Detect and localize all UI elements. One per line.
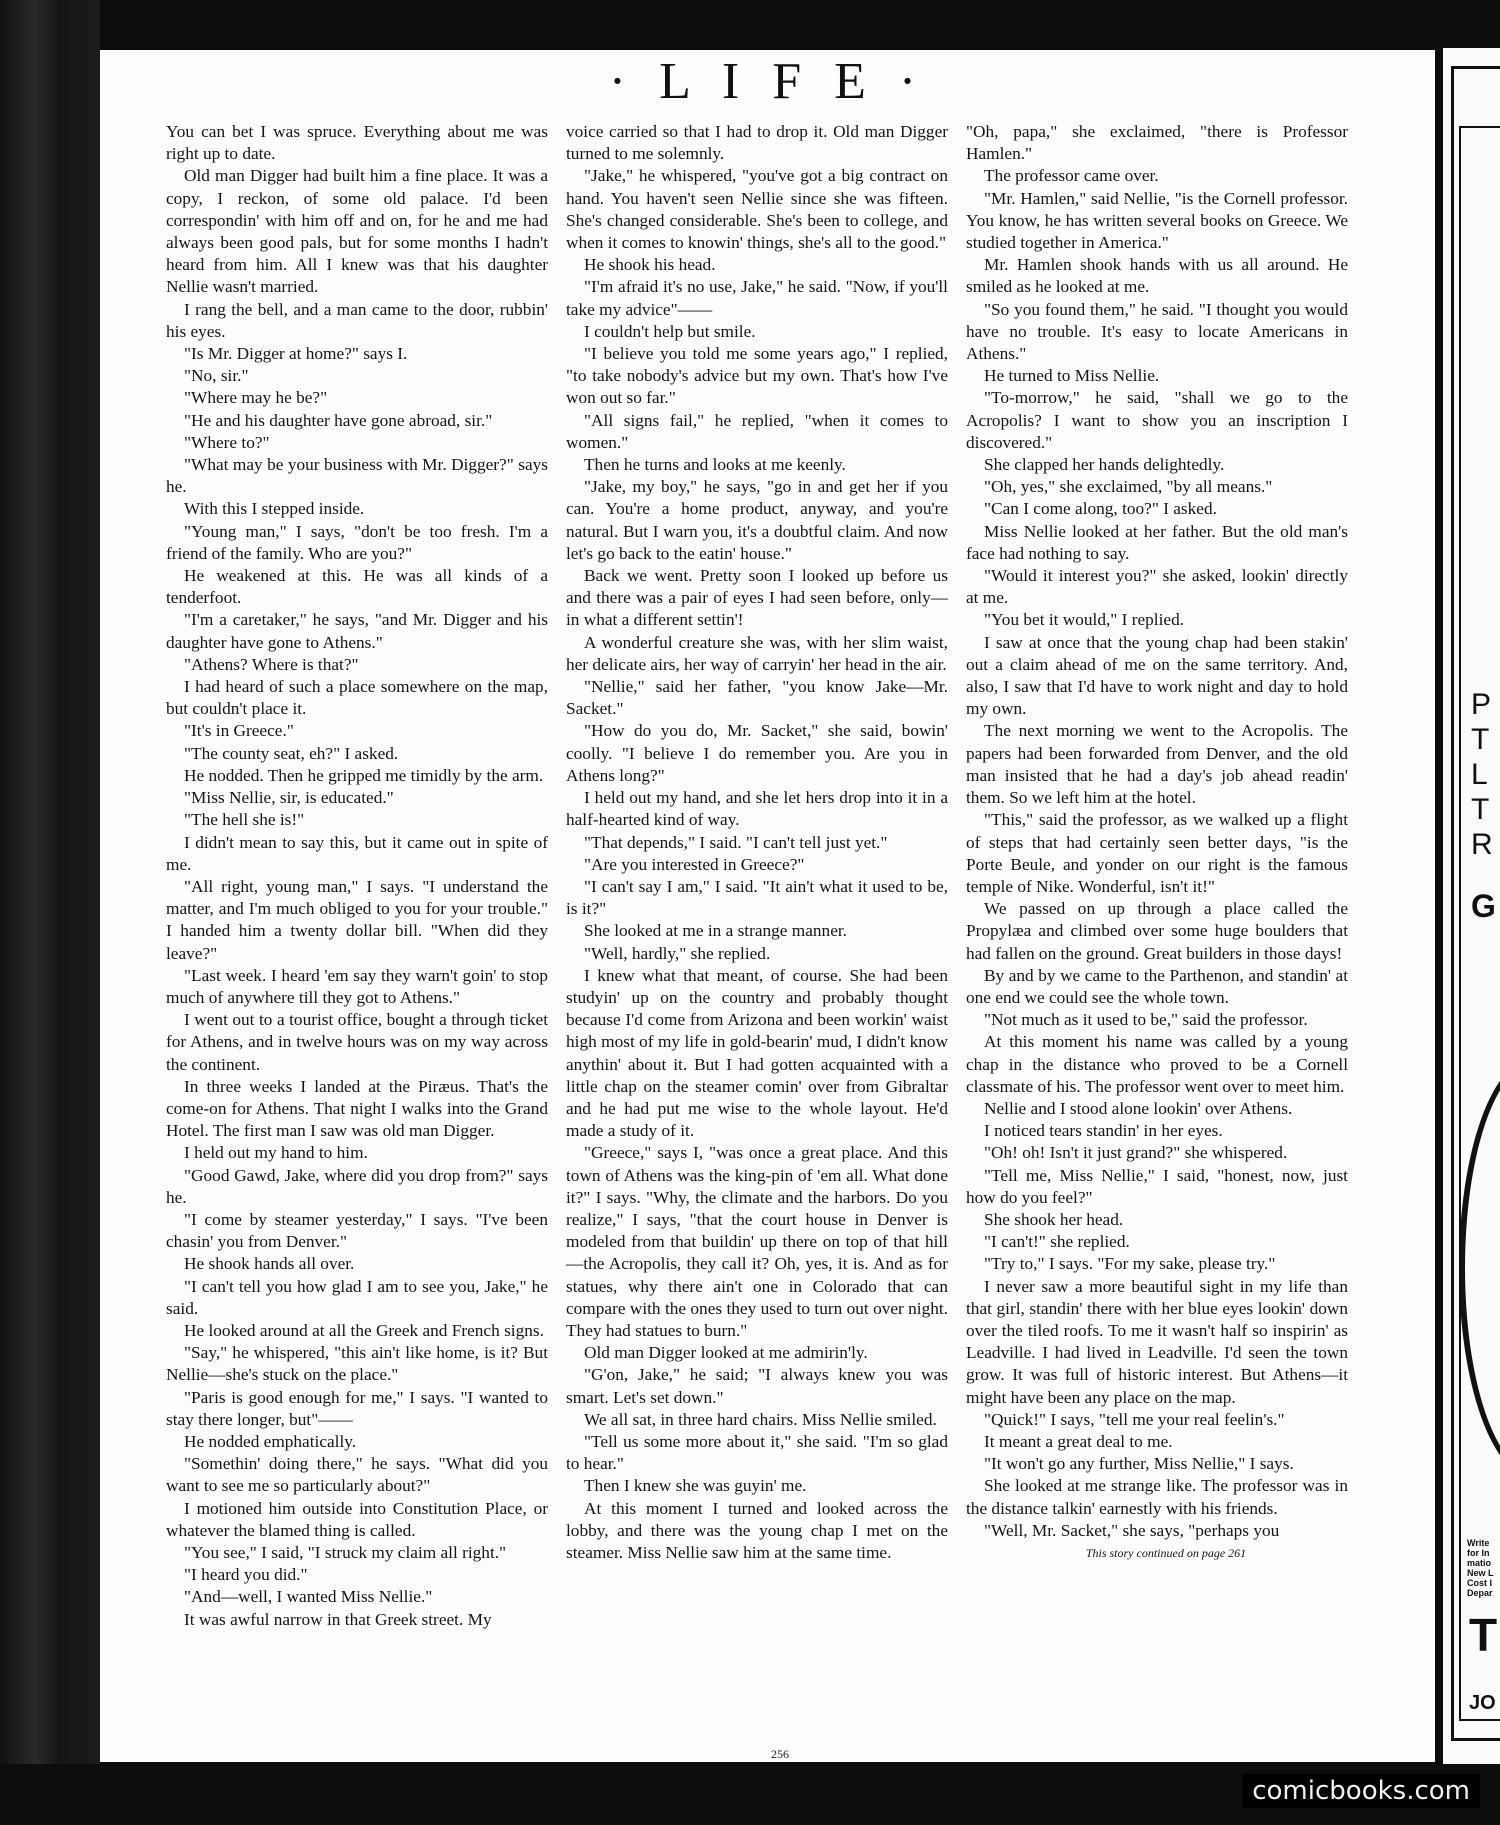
paragraph: "It's in Greece." [184, 721, 294, 741]
paragraph: "I believe you told me some years ago," I replied, "to take nobody's advice but my own. That's how I've won out so far." [566, 344, 948, 408]
continued-note: This story continued on page 261 [1085, 1546, 1247, 1560]
paragraph: I couldn't help but smile. [584, 321, 756, 341]
paragraph: He looked around at all the Greek and French signs. [184, 1320, 544, 1340]
text-column-3 [966, 121, 1348, 1564]
paragraph: "All right, young man," I says. "I understand the matter, and I'm much obliged to you for your trouble." I handed him a twenty dollar bill. "When did they leave?" [166, 876, 548, 963]
paragraph: "Can I come along, too?" I asked. [984, 499, 1217, 519]
paragraph: "Paris is good enough for me," I says. "I wanted to stay there longer, but"—— [166, 1387, 548, 1429]
paragraph: "To-morrow," he said, "shall we go to the Acropolis? I want to show you an inscription I discovered." [966, 388, 1348, 452]
paragraph: I motioned him outside into Constitution Place, or whatever the blamed thing is called. [166, 1498, 548, 1540]
paragraph: "I can't say I am," I said. "It ain't what it used to be, is it?" [566, 876, 948, 919]
paragraph: "Nellie," said her father, "you know Jake—Mr. Sacket." [566, 677, 948, 719]
ad-letter: T [1471, 723, 1490, 756]
paragraph: "That depends," I said. "I can't tell just yet." [584, 832, 888, 852]
paragraph: I went out to a tourist office, bought a through ticket for Athens, and in twelve hours was on my way across the continent. [166, 1010, 548, 1074]
paragraph: "Well, hardly," she replied. [584, 943, 771, 963]
paragraph: Old man Digger looked at me admirin'ly. [584, 1343, 868, 1363]
ad-letter: R [1471, 828, 1493, 861]
paragraph: "Last week. I heard 'em say they warn't goin' to stop much of anywhere till they got to Athens." [166, 965, 548, 1007]
paragraph: She looked at me in a strange manner. [584, 921, 847, 941]
paragraph: "You see," I said, "I struck my claim all right." [184, 1543, 507, 1562]
paragraph: "Say," he whispered, "this ain't like home, is it? But Nellie—she's stuck on the place." [166, 1343, 548, 1385]
magazine-page [100, 50, 1435, 1762]
paragraph: "You bet it would," I replied. [984, 610, 1185, 630]
paragraph: "Tell me, Miss Nellie," I said, "honest, now, just how do you feel?" [966, 1165, 1348, 1207]
paragraph: He shook his head. [584, 255, 716, 275]
paragraph: I never saw a more beautiful sight in my life than that girl, standin' there with her blue eyes lookin' down over the tiled roofs. To me it wasn't half so inspirin' as Leadville. I had lived in Leadville. I'd seen the town grow. It was full of historic interest. But Athens—it might have been any place on the map. [966, 1276, 1348, 1407]
paragraph: "Good Gawd, Jake, where did you drop from?" says he. [166, 1165, 548, 1207]
paragraph: "All signs fail," he replied, "when it comes to women." [566, 410, 948, 452]
ad-footer: JO [1469, 1692, 1496, 1714]
text-column-2 [566, 121, 948, 1564]
paragraph: "And—well, I wanted Miss Nellie." [184, 1587, 433, 1607]
paragraph: "This," said the professor, as we walked up a flight of steps that had certainly seen better days, "is the Porte Beule, and yonder on our right is the famous temple of Nike. Wonderful, isn't it!" [966, 810, 1348, 896]
paragraph: "I can't tell you how glad I am to see you, Jake," he said. [166, 1276, 548, 1318]
paragraph: I noticed tears standin' in her eyes. [984, 1121, 1223, 1141]
paragraph: voice carried so that I had to drop it. Old man Digger turned to me solemnly. [566, 122, 948, 164]
paragraph: The professor came over. [984, 166, 1159, 186]
paragraph: By and by we came to the Parthenon, and standin' at one end we could see the whole town. [966, 965, 1348, 1007]
paragraph: "Mr. Hamlen," said Nellie, "is the Cornell professor. You know, he has written several books on Greece. We studied together in America." [966, 188, 1348, 253]
paragraph: I rang the bell, and a man came to the door, rubbin' his eyes. [166, 299, 548, 341]
paragraph: Miss Nellie looked at her father. But the old man's face had nothing to say. [966, 521, 1348, 563]
text-column-1 [166, 121, 548, 1631]
ad-letter: T [1471, 793, 1490, 826]
paragraph: He weakened at this. He was all kinds of a tenderfoot. [166, 566, 548, 608]
paragraph: He shook hands all over. [184, 1254, 355, 1274]
watermark: comicbooks.com [1242, 1774, 1480, 1808]
paragraph: He nodded emphatically. [184, 1431, 357, 1451]
paragraph: Nellie and I stood alone lookin' over Athens. [984, 1098, 1293, 1118]
paragraph: "I'm a caretaker," he says, "and Mr. Digger and his daughter have gone to Athens." [166, 610, 548, 652]
paragraph: The next morning we went to the Acropolis. The papers had been forwarded from Denver, and the old man insisted that he had a day's job ahead readin' them. So we left him at the hotel. [966, 721, 1348, 808]
ad-letter: G [1471, 888, 1496, 924]
paragraph: Then he turns and looks at me keenly. [584, 455, 846, 475]
paragraph: "The hell she is!" [184, 810, 305, 830]
paragraph: He nodded. Then he gripped me timidly by the arm. [184, 765, 544, 785]
paragraph: In three weeks I landed at the Piræus. That's the come-on for Athens. That night I walks into the Grand Hotel. The first man I saw was old man Digger. [166, 1076, 548, 1141]
paragraph: He turned to Miss Nellie. [984, 366, 1160, 386]
paragraph: I saw at once that the young chap had been stakin' out a claim ahead of me on the same territory. And, also, I saw that I'd have to work night and day to hold my own. [966, 632, 1348, 719]
paragraph: "Try to," I says. "For my sake, please try." [984, 1254, 1276, 1274]
paragraph: Mr. Hamlen shook hands with us all around. He smiled as he looked at me. [966, 255, 1348, 297]
paragraph: "Oh, papa," she exclaimed, "there is Professor Hamlen." [966, 122, 1348, 164]
paragraph: "How do you do, Mr. Sacket," she said, bowin' coolly. "I believe I do remember you. Are you in Athens long?" [566, 721, 948, 785]
paragraph: It was awful narrow in that Greek street. My [184, 1609, 492, 1629]
paragraph: "Oh! oh! Isn't it just grand?" she whispered. [984, 1143, 1288, 1163]
paragraph: We passed on up through a place called the Propylæa and climbed over some huge boulders that had fallen on the ground. Great builders in those days! [966, 899, 1348, 963]
paragraph: "Not much as it used to be," said the professor. [984, 1010, 1308, 1030]
paragraph: "I'm afraid it's no use, Jake," he said. "Now, if you'll take my advice"—— [566, 277, 948, 319]
paragraph: "Quick!" I says, "tell me your real feelin's." [984, 1409, 1285, 1429]
paragraph: We all sat, in three hard chairs. Miss Nellie smiled. [584, 1409, 937, 1429]
paragraph: She shook her head. [984, 1209, 1124, 1229]
paragraph: "It won't go any further, Miss Nellie," I says. [984, 1454, 1294, 1474]
ad-letter: T [1469, 1609, 1498, 1661]
paragraph: "Somethin' doing there," he says. "What did you want to see me so particularly about?" [166, 1454, 548, 1496]
ad-small-text: Write for In matio New L Cost I Depar [1467, 1538, 1494, 1598]
paragraph: It meant a great deal to me. [984, 1431, 1173, 1451]
paragraph: "Well, Mr. Sacket," she says, "perhaps you [984, 1520, 1280, 1540]
paragraph: "Young man," I says, "don't be too fresh. I'm a friend of the family. Who are you?" [166, 521, 548, 563]
paragraph: "I can't!" she replied. [984, 1232, 1130, 1252]
paragraph: "Are you interested in Greece?" [584, 854, 805, 874]
paragraph: I didn't mean to say this, but it came out in spite of me. [166, 832, 548, 874]
paragraph: I had heard of such a place somewhere on the map, but couldn't place it. [166, 677, 548, 719]
paragraph: A wonderful creature she was, with her slim waist, her delicate airs, her way of carryin' her head in the air. [566, 632, 948, 674]
paragraph: "Tell us some more about it," she said. "I'm so glad to hear." [566, 1431, 948, 1474]
paragraph: "Where may he be?" [184, 388, 328, 408]
paragraph: "G'on, Jake," he said; "I always knew you was smart. Let's set down." [566, 1365, 948, 1407]
paragraph: Then I knew she was guyin' me. [584, 1476, 807, 1496]
paragraph: "He and his daughter have gone abroad, sir." [184, 410, 493, 430]
paragraph: "Is Mr. Digger at home?" says I. [184, 344, 408, 364]
paragraph: At this moment I turned and looked across the lobby, and there was the young chap I met on the steamer. Miss Nellie saw him at the same time. [566, 1498, 948, 1562]
paragraph: You can bet I was spruce. Everything about me was right up to date. [166, 122, 548, 164]
paragraph: "I heard you did." [184, 1565, 308, 1585]
page-number: 256 [771, 1747, 789, 1761]
paragraph: "Where to?" [184, 432, 270, 452]
paragraph: With this I stepped inside. [184, 499, 365, 519]
paragraph: I held out my hand to him. [184, 1143, 368, 1163]
masthead: · L I F E · [608, 53, 927, 110]
paragraph: At this moment his name was called by a young chap in the distance who proved to be a Cornell classmate of his. The professor went over to meet him. [966, 1032, 1348, 1096]
paragraph: "I come by steamer yesterday," I says. "I've been chasin' you from Denver." [166, 1209, 548, 1252]
paragraph: "So you found them," he said. "I thought you would have no trouble. It's easy to locate Americans in Athens." [966, 299, 1348, 364]
adjacent-page-ad [1443, 48, 1500, 1764]
paragraph: "Jake," he whispered, "you've got a big contract on hand. You haven't seen Nellie since she was fifteen. She's changed considerable. She's been to college, and when it comes to knowin' things, she's all to the good." [566, 166, 948, 253]
paragraph: "Athens? Where is that?" [184, 654, 359, 674]
paragraph: Old man Digger had built him a fine place. It was a copy, I reckon, of some old palace. I'd been correspondin' with him off and on, for he and me had always been good pals, but for some months I hadn't heard from him. All I knew was that his daughter Nellie wasn't married. [166, 166, 548, 297]
paragraph: Back we went. Pretty soon I looked up before us and there was a pair of eyes I had seen before, only—in what a different settin'! [566, 566, 948, 630]
paragraph: She looked at me strange like. The professor was in the distance talkin' earnestly with his friends. [966, 1476, 1348, 1518]
paragraph: "Oh, yes," she exclaimed, "by all means." [984, 477, 1273, 497]
ad-letter: L [1471, 758, 1488, 791]
paragraph: "Miss Nellie, sir, is educated." [184, 788, 394, 808]
paragraph: She clapped her hands delightedly. [984, 455, 1225, 475]
paragraph: "Jake, my boy," he says, "go in and get her if you can. You're a home product, anyway, and you're natural. But I warn you, it's a doubtful claim. And now let's go back to the eatin' house." [566, 477, 948, 563]
paragraph: "What may be your business with Mr. Digger?" says he. [166, 455, 548, 497]
ad-letter: P [1471, 688, 1492, 721]
paragraph: I knew what that meant, of course. She had been studyin' up on the country and probably thought because I'd come from Arizona and been workin' waist high most of my life in gold-bearin' mud, I didn't know anythin' about it. But I had gotten acquainted with a little chap on the steamer comin' over from Gibraltar and he had put me wise to the whole layout. He'd made a study of it. [566, 965, 948, 1141]
paragraph: "Would it interest you?" she asked, lookin' directly at me. [966, 566, 1348, 608]
paragraph: "No, sir." [184, 366, 249, 386]
paragraph: "Greece," says I, "was once a great place. And this town of Athens was the king-pin of 'em all. What done it?" I says. "Why, the climate and the harbors. Do you realize," I says, "that the court house in Denver is modeled from that buildin' up there on top of that hill—the Acropolis, they call it? Oh, yes, it is. And as for statues, why there ain't one in Colorado that can compare with the ones they used to turn out over night. They had statues to burn." [566, 1143, 948, 1340]
book-spine [0, 0, 100, 1825]
paragraph: "The county seat, eh?" I asked. [184, 743, 399, 763]
paragraph: I held out my hand, and she let hers drop into it in a half-hearted kind of way. [566, 788, 948, 830]
